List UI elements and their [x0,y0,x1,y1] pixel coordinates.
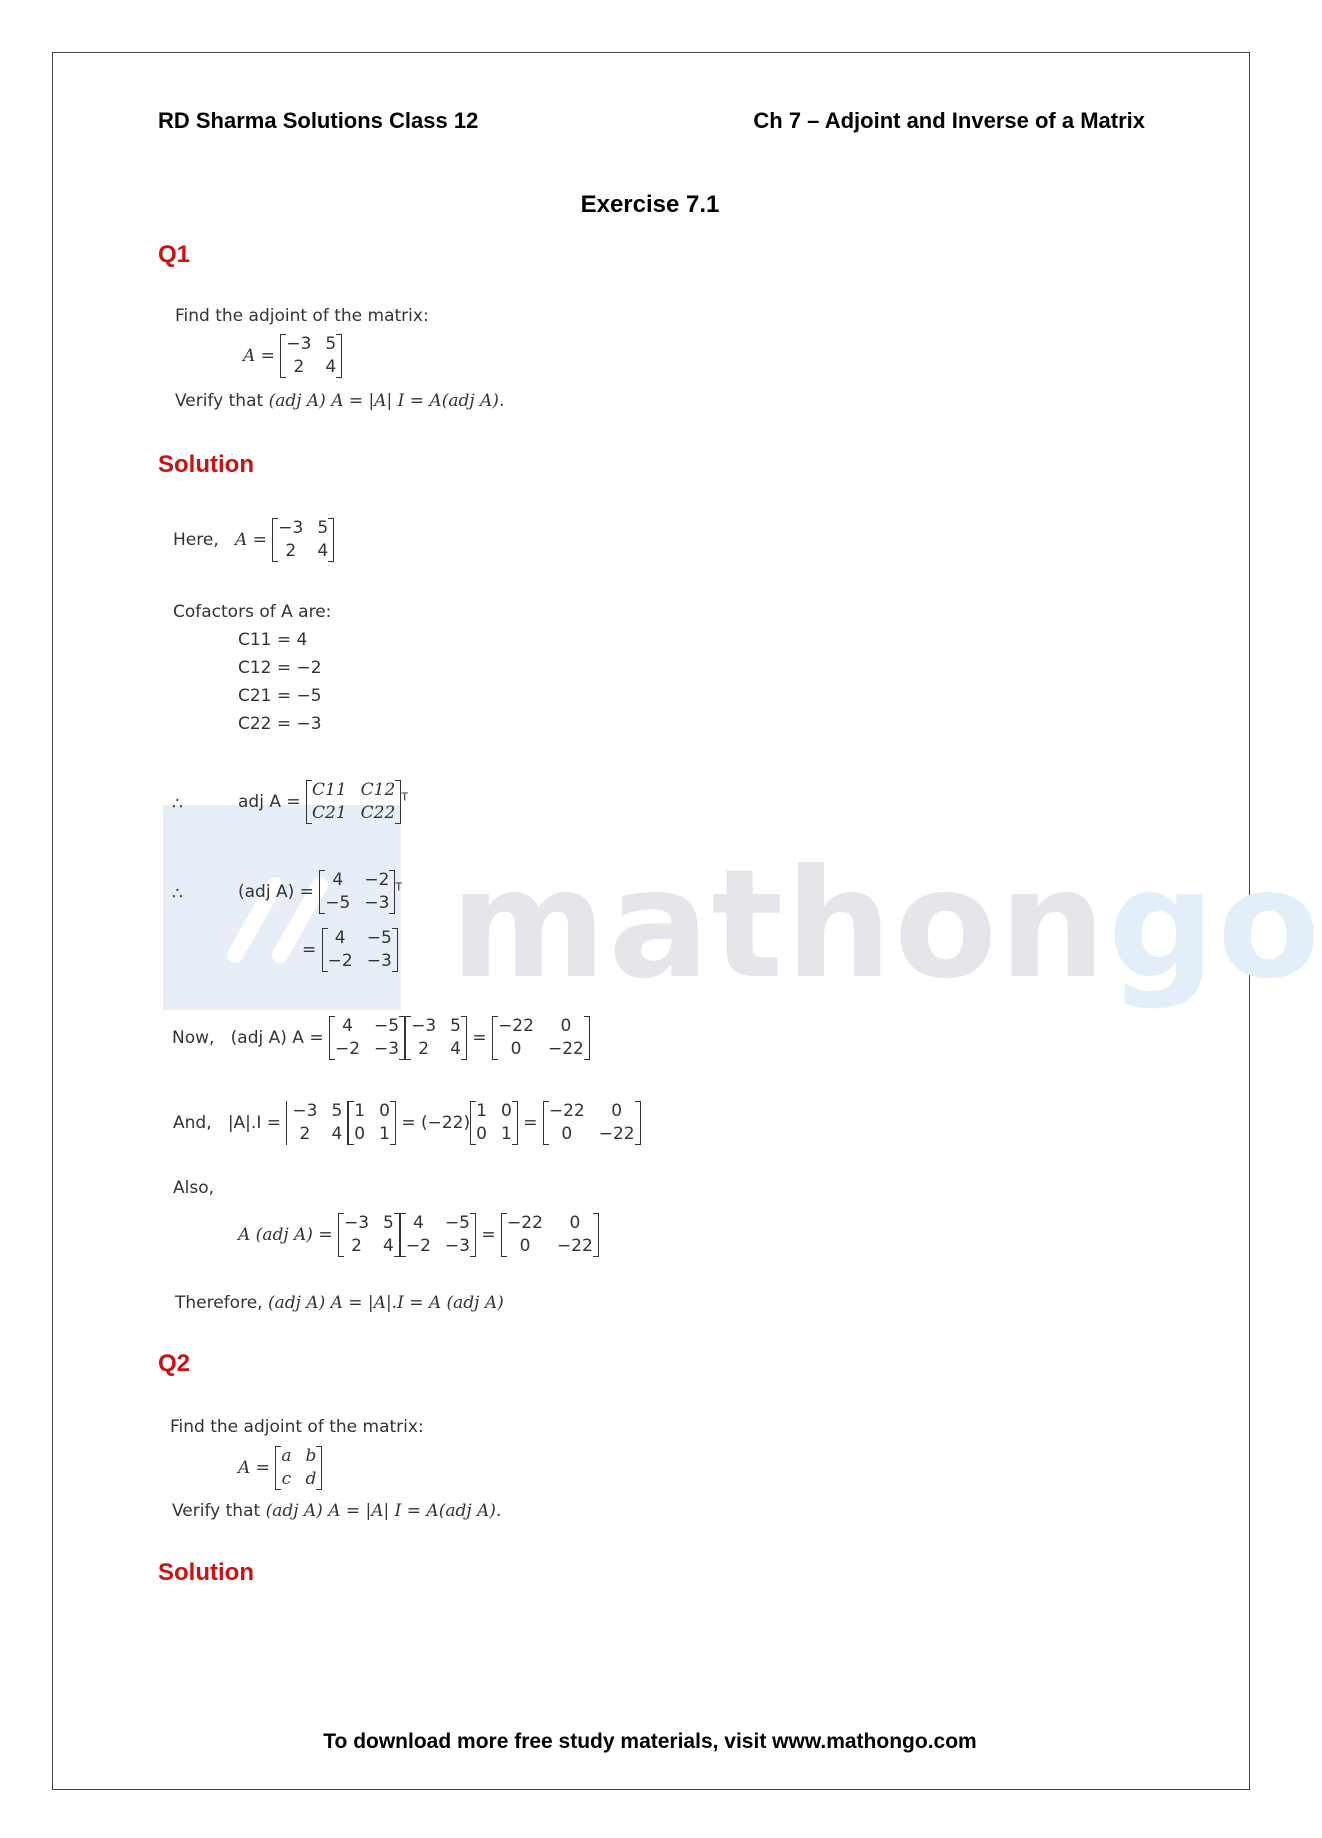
adj-result-line: = 4 −5 −2 −3 [302,928,398,972]
q1-prompt: Find the adjoint of the matrix: [175,306,429,326]
adj-result-matrix: 4 −5 −2 −3 [322,928,398,972]
q1-solution-matrix-a: −3 5 2 4 [272,518,334,562]
q2-verify: Verify that (adj A) A = |A| I = A(adj A). [172,1501,502,1521]
adj-cofactor-matrix: C11 C12 C21 C22 [306,780,401,824]
and-identity-matrix-2: 1 0 0 1 [470,1101,518,1145]
now-line: Now, (adj A) A = 4 −5 −2 −3 −3 5 2 4 = −22 0 0 −22 [172,1016,590,1060]
cofactors-title: Cofactors of A are: [173,602,332,622]
and-result-matrix: −22 0 0 −22 [543,1101,641,1145]
q2-prompt: Find the adjoint of the matrix: [170,1417,424,1437]
cofactor-c21: C21 = −5 [238,686,322,706]
adj-transpose-line: (adj A) = 4 −2 −5 −3 $^T$ [238,870,403,913]
also-a-matrix: −3 5 2 4 [338,1213,400,1257]
also-result-matrix: −22 0 0 −22 [501,1213,599,1257]
q1-matrix: −3 5 2 4 [280,334,342,378]
q2-matrix: a b c d [275,1446,322,1490]
q2-matrix-expression: A = a b c d [238,1446,322,1490]
and-det-a: −3 5 2 4 [286,1101,348,1145]
cofactor-c11: C11 = 4 [238,630,308,650]
q1-matrix-expression: A = −3 5 2 4 [243,334,342,378]
q1-solution-label: Solution [158,451,254,478]
header-chapter-title: Ch 7 – Adjoint and Inverse of a Matrix [753,108,1145,133]
adj-definition: adj A = C11 C12 C21 C22 $^T$ [238,780,409,823]
watermark-text: mathongo [450,838,1322,1012]
therefore-symbol: ∴ [172,794,183,814]
q2-solution-label: Solution [158,1559,254,1586]
also-line: A (adj A) = −3 5 2 4 4 −5 −2 −3 = −22 0 0 −22 [238,1213,599,1257]
cofactor-c12: C12 = −2 [238,658,322,678]
cofactor-c22: C22 = −3 [238,714,322,734]
q2-label: Q2 [158,1350,191,1377]
therefore-symbol-2: ∴ [172,884,183,904]
conclusion-line: Therefore, (adj A) A = |A|.I = A (adj A) [175,1293,504,1313]
now-result-matrix: −22 0 0 −22 [492,1016,590,1060]
footer-note: To download more free study materials, visit www.mathongo.com [323,1730,977,1753]
now-adj-matrix: 4 −5 −2 −3 [329,1016,405,1060]
also-label: Also, [173,1178,215,1198]
adj-transpose-matrix: 4 −2 −5 −3 [319,870,395,914]
now-a-matrix: −3 5 2 4 [405,1016,467,1060]
q1-solution-here-line: Here, A = −3 5 2 4 [173,518,334,562]
header-book-title: RD Sharma Solutions Class 12 [158,108,479,133]
also-adj-matrix: 4 −5 −2 −3 [400,1213,476,1257]
and-line: And, |A|.I = −3 5 2 4 1 0 0 1 = (−22) 1 0 0 1 = −22 0 0 −22 [173,1101,641,1145]
and-identity-matrix: 1 0 0 1 [348,1101,396,1145]
q1-verify: Verify that (adj A) A = |A| I = A(adj A). [175,391,505,411]
exercise-title: Exercise 7.1 [580,191,720,218]
q1-label: Q1 [158,241,191,268]
